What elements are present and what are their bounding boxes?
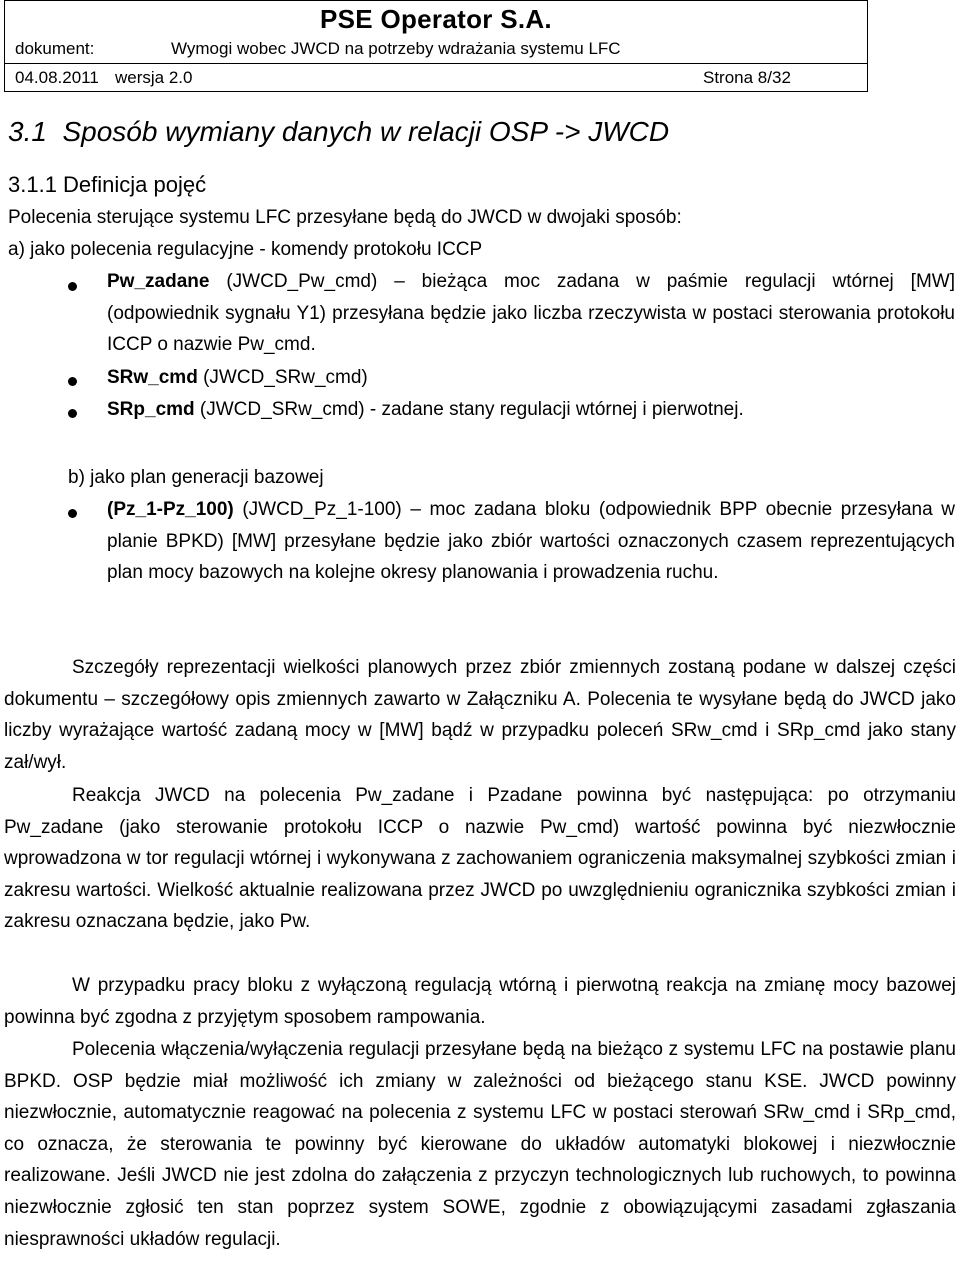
header-meta-row — [4, 63, 868, 92]
paragraph-details: Szczegóły reprezentacji wielkości planowych przez zbiór zmiennych zostaną podane w dalszej części dokumentu – szczegółowy opis zmiennych zawarto w Załączniku A. Polecenia te wysyłane będą do JWCD jako liczby wyrażające wartość zadaną mocy w [MW] bądź w przypadku poleceń SRw_cmd i SRp_cmd jako stany zał/wył. — [4, 657, 956, 773]
bullet-srw-cmd — [107, 362, 955, 394]
section-heading: 3.1 Sposób wymiany danych w relacji OSP -> JWCD — [8, 116, 670, 147]
paragraph-reaction: Reakcja JWCD na polecenia Pw_zadane i Pzadane powinna być następująca: po otrzymaniu Pw_zadane (jako sterowanie protokołu ICCP o nazwie Pw_cmd) wartość powinna być niezwłocznie wprowadzona w tor regulacji wtórnej i wykonywana z zachowaniem ograniczenia maksymalnej szybkości zmian i zakresu wartości. Wielkość aktualnie realizowana przez JWCD po uwzględnieniu ogranicznika szybkości zmian i zakresu oznaczana będzie, jako Pw. — [4, 785, 956, 933]
bullet-term: (Pz_1-Pz_100) — [107, 499, 234, 520]
document-label: dokument: — [15, 39, 95, 58]
header-document-row — [4, 34, 868, 63]
company-name: PSE Operator S.A. — [320, 4, 552, 34]
bullet-icon — [68, 282, 77, 291]
paragraph-ramping: W przypadku pracy bloku z wyłączoną regulacją wtórną i pierwotną reakcja na zmianę mocy bazowej powinna być zgodna z przyjętym sposobem rampowania. — [4, 975, 956, 1028]
document-date: 04.08.2011 — [15, 68, 99, 87]
bullet-srp-cmd — [107, 394, 955, 426]
subsection-heading: 3.1.1 Definicja pojęć — [8, 172, 207, 197]
document-version: wersja 2.0 — [115, 68, 193, 87]
bullet-description: (JWCD_Pw_cmd) – bieżąca moc zadana w paśmie regulacji wtórnej [MW] (odpowiednik sygnału Y1) przesyłana będzie jako liczba rzeczywista w postaci sterowania protokołu ICCP o nazwie Pw_cmd. — [107, 271, 955, 356]
bullet-icon — [68, 509, 77, 518]
bullet-term: Pw_zadane — [107, 271, 210, 292]
bullet-description: (JWCD_Pz_1-100) – moc zadana bloku (odpowiednik BPP obecnie przesyłana w planie BPKD) [MW] przesyłane będzie jako zbiór wartości oznaczonych czasem reprezentujących plan mocy bazowych na kolejne okresy planowania i prowadzenia ruchu. — [107, 499, 955, 584]
bullet-pw-zadane — [107, 266, 955, 361]
paragraph-switching: Polecenia włączenia/wyłączenia regulacji przesyłane będą na bieżąco z systemu LFC na postawie planu BPKD. OSP będzie miał możliwość ich zmiany w zależności od bieżącego stanu KSE. JWCD powinny niezwłocznie, automatycznie reagować na polecenia z systemu LFC w postaci sterowań SRw_cmd i SRp_cmd, co oznacza, że sterowania te powinny być kierowane do układów automatyki blokowej i niezwłocznie realizowane. Jeśli JWCD nie jest zdolna do załączenia z przyczyn technologicznych lub ruchowych, to powinna niezwłocznie zgłosić ten stan poprzez system SOWE, zgodnie z obowiązującymi zasadami zgłaszania niesprawności układów regulacji. — [4, 1039, 956, 1250]
bullet-pz-plan — [107, 494, 955, 589]
bullet-description: (JWCD_SRw_cmd) - zadane stany regulacji wtórnej i pierwotnej. — [194, 399, 744, 420]
bullet-term: SRp_cmd — [107, 399, 195, 420]
bullet-description: (JWCD_SRw_cmd) — [197, 367, 368, 388]
part-a-heading: a) jako polecenia regulacyjne - komendy protokołu ICCP — [8, 239, 483, 260]
part-b-heading: b) jako plan generacji bazowej — [68, 467, 324, 488]
bullet-icon — [68, 409, 77, 418]
intro-paragraph: Polecenia sterujące systemu LFC przesyłane będą do JWCD w dwojaki sposób: — [8, 207, 682, 228]
bullet-icon — [68, 377, 77, 386]
document-title: Wymogi wobec JWCD na potrzeby wdrażania systemu LFC — [171, 39, 621, 58]
page-number: Strona 8/32 — [703, 68, 791, 87]
bullet-term: SRw_cmd — [107, 367, 198, 388]
header-company-row — [4, 0, 868, 34]
